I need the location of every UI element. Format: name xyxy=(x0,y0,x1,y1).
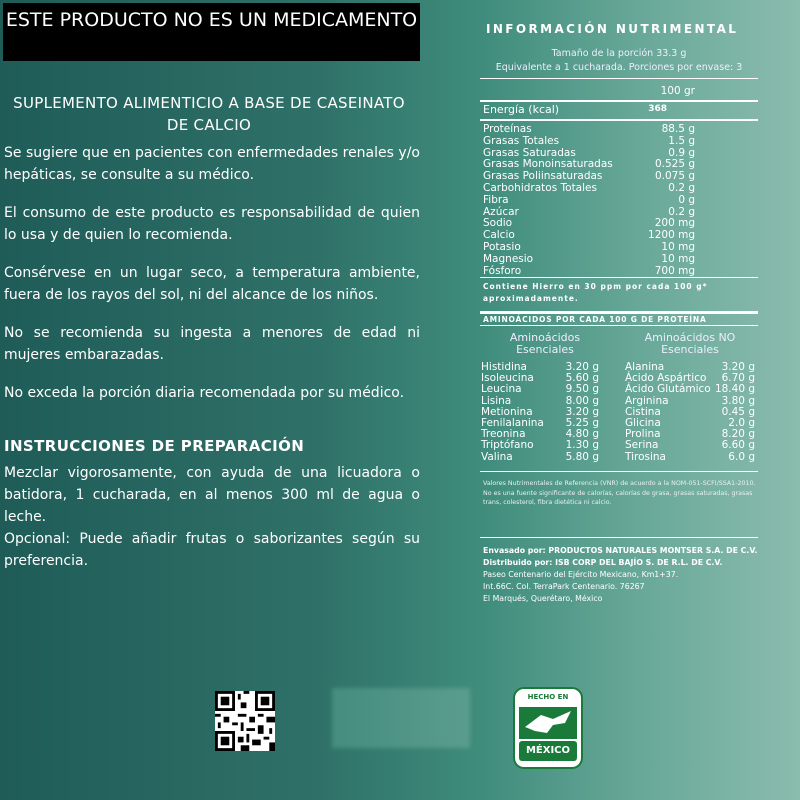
energy-row xyxy=(483,104,755,116)
packed-by: Envasado por: PRODUCTOS NATURALES MONTSER S.A. DE C.V. xyxy=(483,546,758,555)
nutrient-label: Grasas Poliinsaturadas xyxy=(483,170,603,183)
amino-label: Tirosina xyxy=(625,450,666,463)
nutrient-value: 1200 mg xyxy=(648,229,695,242)
amino-value: 5.25 g xyxy=(565,417,599,429)
amino-label: Leucina xyxy=(481,383,522,396)
nutrient-row xyxy=(483,124,755,136)
energy-value: 368 xyxy=(648,104,667,114)
instructions-text: Mezclar vigorosamente, con ayuda de una licuadora o batidora, 1 cucharada, en al menos 300 ml de agua o leche. xyxy=(4,465,420,525)
nutrient-label: Grasas Totales xyxy=(483,134,560,147)
nutrient-value: 200 mg xyxy=(654,217,695,230)
nutrient-value: 88.5 g xyxy=(661,123,695,135)
nutrient-row xyxy=(483,218,755,230)
paragraph-responsibility: El consumo de este producto es responsabilidad de quien lo usa y de quien lo recomienda. xyxy=(4,205,420,243)
address-line-1: Paseo Centenario del Ejército Mexicano, Km1+37. xyxy=(483,570,679,579)
nutrient-value: 0.525 g xyxy=(654,158,695,171)
nutrient-value: 0.075 g xyxy=(654,170,695,183)
nutrient-label: Proteínas xyxy=(483,123,532,135)
nutrient-label: Sodio xyxy=(483,217,513,230)
amino-label: Fenilalanina xyxy=(481,417,544,429)
serving-equivalent: Equivalente a 1 cucharada. Porciones por envase: 3 xyxy=(495,62,743,73)
amino-label: Metionina xyxy=(481,405,533,418)
amino-value: 4.80 g xyxy=(565,428,599,441)
nutrient-row xyxy=(483,159,755,171)
nutrient-label: Fósforo xyxy=(483,264,522,277)
nutrient-value: 1.5 g xyxy=(668,134,695,147)
address-line-3: El Marqués, Querétaro, México xyxy=(483,594,603,603)
nutrient-row xyxy=(483,266,755,278)
divider xyxy=(480,119,758,121)
amino-label: Valina xyxy=(481,450,513,463)
nutrient-value: 0.9 g xyxy=(668,146,695,159)
amino-label: Treonina xyxy=(481,428,526,441)
warning-text: ESTE PRODUCTO NO ES UN MEDICAMENTO xyxy=(5,9,418,31)
divider xyxy=(480,471,758,472)
essential-header: Aminoácidos Esenciales xyxy=(509,331,581,356)
amino-value: 6.60 g xyxy=(721,439,755,452)
nutrient-label: Fibra xyxy=(483,193,509,206)
amino-label: Ácido Aspártico xyxy=(625,372,707,385)
nutrition-title: INFORMACIÓN NUTRIMENTAL xyxy=(486,22,739,36)
divider xyxy=(480,311,758,314)
divider xyxy=(480,277,758,278)
amino-value: 3.20 g xyxy=(565,361,599,373)
qr-code-icon xyxy=(215,691,275,751)
amino-label: Lisina xyxy=(481,394,512,407)
nutrient-label: Grasas Monoinsaturadas xyxy=(483,158,613,171)
nutrient-row xyxy=(483,195,755,207)
amino-label: Serina xyxy=(625,439,659,452)
nutrient-label: Potasio xyxy=(483,241,521,253)
amino-label: Arginina xyxy=(625,394,669,407)
amino-label: Histidina xyxy=(481,361,527,373)
amino-value: 6.70 g xyxy=(721,372,755,385)
badge-top-text: HECHO EN xyxy=(527,693,569,701)
serving-size: Tamaño de la porción 33.3 g xyxy=(551,48,687,59)
amino-label: Prolina xyxy=(625,428,661,441)
amino-value: 8.20 g xyxy=(721,428,755,441)
nutrient-row xyxy=(483,230,755,242)
divider xyxy=(480,78,758,79)
amino-label: Cistina xyxy=(625,405,661,418)
nutrient-label: Carbohidratos Totales xyxy=(483,182,597,194)
energy-label: Energía (kcal) xyxy=(483,103,560,116)
amino-label: Glicina xyxy=(625,417,661,429)
nonessential-header: Aminoácidos NO Esenciales xyxy=(644,331,736,356)
amino-value: 3.80 g xyxy=(721,394,755,407)
amino-row xyxy=(625,452,755,463)
amino-label: Triptófano xyxy=(481,439,534,452)
nutrient-row xyxy=(483,207,755,219)
nutrient-label: Grasas Saturadas xyxy=(483,146,576,159)
amino-row xyxy=(481,452,599,463)
amino-value: 8.00 g xyxy=(565,394,599,407)
nutrient-value: 0.2 g xyxy=(668,205,695,218)
amino-value: 9.50 g xyxy=(565,383,599,396)
nutrient-row xyxy=(483,183,755,195)
amino-value: 5.60 g xyxy=(565,372,599,385)
amino-value: 0.45 g xyxy=(721,405,755,418)
badge-bottom-text: MÉXICO xyxy=(525,745,571,756)
divider xyxy=(480,325,758,326)
amino-value: 2.0 g xyxy=(728,417,755,429)
iron-note: Contiene Hierro en 30 ppm por cada 100 g* aproximadamente. xyxy=(483,282,708,303)
per-100g-row xyxy=(483,86,755,98)
nutrient-value: 0.2 g xyxy=(668,182,695,194)
vnr-note: Valores Nutrimentales de Referencia (VNR) de acuerdo a la NOM-051-SCFI/SSA1-2010. No es una fuente significante de calorías, calorías de grasa, grasas saturadas, grasas trans, colesterol, fibra dietética ni calcio. xyxy=(483,480,756,506)
instructions-optional: Opcional: Puede añadir frutas o saborizantes según su preferencia. xyxy=(4,531,420,569)
warning-box xyxy=(3,3,420,61)
amino-value: 5.80 g xyxy=(565,450,599,463)
paragraph-minors: No se recomienda su ingesta a menores de edad ni mujeres embarazadas. xyxy=(4,325,420,363)
nutrient-row xyxy=(483,254,755,266)
amino-value: 6.0 g xyxy=(728,450,755,463)
nutrient-row xyxy=(483,242,755,254)
nutrient-value: 0 g xyxy=(678,193,695,206)
distributed-by: Distribuido por: ISB CORP DEL BAJÍO S. DE R.L. DE C.V. xyxy=(483,558,723,567)
amino-label: Alanina xyxy=(625,361,665,373)
nutrient-label: Magnesio xyxy=(483,252,534,265)
nutrient-label: Azúcar xyxy=(483,205,519,218)
amino-value: 18.40 g xyxy=(714,383,755,396)
nutrient-value: 10 mg xyxy=(661,241,695,253)
amino-value: 1.30 g xyxy=(565,439,599,452)
paragraph-renal: Se sugiere que en pacientes con enfermedades renales y/o hepáticas, se consulte a su médico. xyxy=(4,145,420,183)
hecho-en-mexico-badge xyxy=(513,687,583,769)
divider xyxy=(480,537,758,538)
blurred-barcode xyxy=(332,688,470,748)
instructions-title: INSTRUCCIONES DE PREPARACIÓN xyxy=(4,437,305,455)
amino-value: 3.20 g xyxy=(565,405,599,418)
amino-label: Isoleucina xyxy=(481,372,534,385)
product-subtitle: SUPLEMENTO ALIMENTICIO A BASE DE CASEINATO DE CALCIO xyxy=(13,94,405,134)
nutrient-row xyxy=(483,136,755,148)
per-100g-label: 100 gr xyxy=(660,85,695,97)
amino-label: Ácido Glutámico xyxy=(625,383,711,396)
nutrient-label: Calcio xyxy=(483,229,515,242)
nutrient-value: 10 mg xyxy=(661,252,695,265)
nutrient-value: 700 mg xyxy=(654,264,695,277)
paragraph-dose: No exceda la porción diaria recomendada por su médico. xyxy=(4,385,405,401)
amino-value: 3.20 g xyxy=(721,361,755,373)
address-line-2: Int.66C. Col. TerraPark Centenario. 76267 xyxy=(483,582,645,591)
divider xyxy=(480,100,758,102)
nutrient-row xyxy=(483,171,755,183)
nutrient-row xyxy=(483,148,755,160)
amino-header: AMINOÁCIDOS POR CADA 100 G DE PROTEÍNA xyxy=(483,315,707,324)
paragraph-storage: Consérvese en un lugar seco, a temperatura ambiente, fuera de los rayos del sol, ni del alcance de los niños. xyxy=(4,265,420,303)
